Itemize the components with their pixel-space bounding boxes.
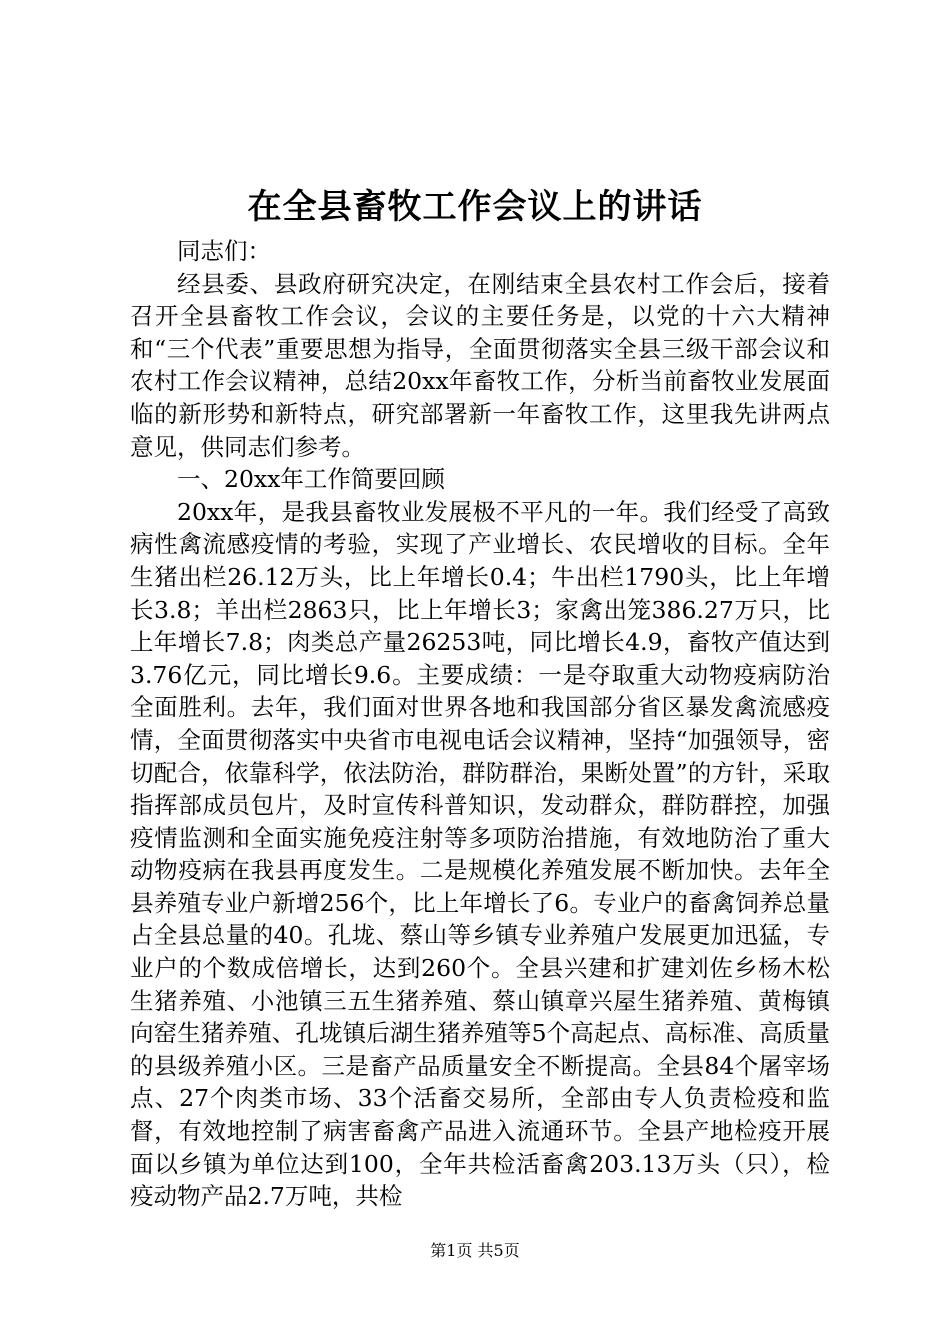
page-number-footer: 第1页 共5页 xyxy=(430,1241,520,1260)
review-paragraph: 20xx年，是我县畜牧业发展极不平凡的一年。我们经受了高致病性禽流感疫情的考验，实现了产业增长、农民增收的目标。全年生猪出栏26.12万头，比上年增长0.4；牛出栏1790头，比上年增长3.8；羊出栏2863只，比上年增长3；家禽出笼386.27万只，比上年增长7.8；肉类总产量26253吨，同比增长4.9，畜牧产值达到3.76亿元，同比增长9.6。主要成绩：一是夺取重大动物疫病防治全面胜利。去年，我们面对世界各地和我国部分省区暴发禽流感疫情，全面贯彻落实中央省市电视电话会议精神，坚持“加强领导，密切配合，依靠科学，依法防治，群防群治，果断处置”的方针，采取指挥部成员包片，及时宣传科普知识，发动群众，群防群控，加强疫情监测和全面实施免疫注射等多项防治措施，有效地防治了重大动物疫病在我县再度发生。二是规模化养殖发展不断加快。去年全县养殖专业户新增256个，比上年增长了6。专业户的畜禽饲养总量占全县总量的40。孔垅、蔡山等乡镇专业养殖户发展更加迅猛，专业户的个数成倍增长，达到260个。全县兴建和扩建刘佐乡杨木松生猪养殖、小池镇三五生猪养殖、蔡山镇章兴屋生猪养殖、黄梅镇向窑生猪养殖、孔垅镇后湖生猪养殖等5个高起点、高标准、高质量的县级养殖小区。三是畜产品质量安全不断提高。全县84个屠宰场点、27个肉类市场、33个活畜交易所，全部由专人负责检疫和监督，有效地控制了病害畜禽产品进入流通环节。全县产地检疫开展面以乡镇为单位达到100，全年共检活畜禽203.13万头（只），检疫动物产品2.7万吨，共检 xyxy=(130,497,830,1211)
section-heading: 一、20xx年工作简要回顾 xyxy=(177,465,445,494)
intro-paragraph: 经县委、县政府研究决定，在刚结束全县农村工作会后，接着召开全县畜牧工作会议，会议的主要任务是，以党的十六大精神和“三个代表”重要思想为指导，全面贯彻落实全县三级干部会议和农村工作会议精神，总结20xx年畜牧工作，分析当前畜牧业发展面临的新形势和新特点，研究部署新一年畜牧工作，这里我先讲两点意见，供同志们参考。 xyxy=(130,269,830,461)
page-title: 在全县畜牧工作会议上的讲话 xyxy=(247,187,703,227)
salutation-paragraph: 同志们： xyxy=(177,237,271,265)
document-body xyxy=(130,235,830,1213)
